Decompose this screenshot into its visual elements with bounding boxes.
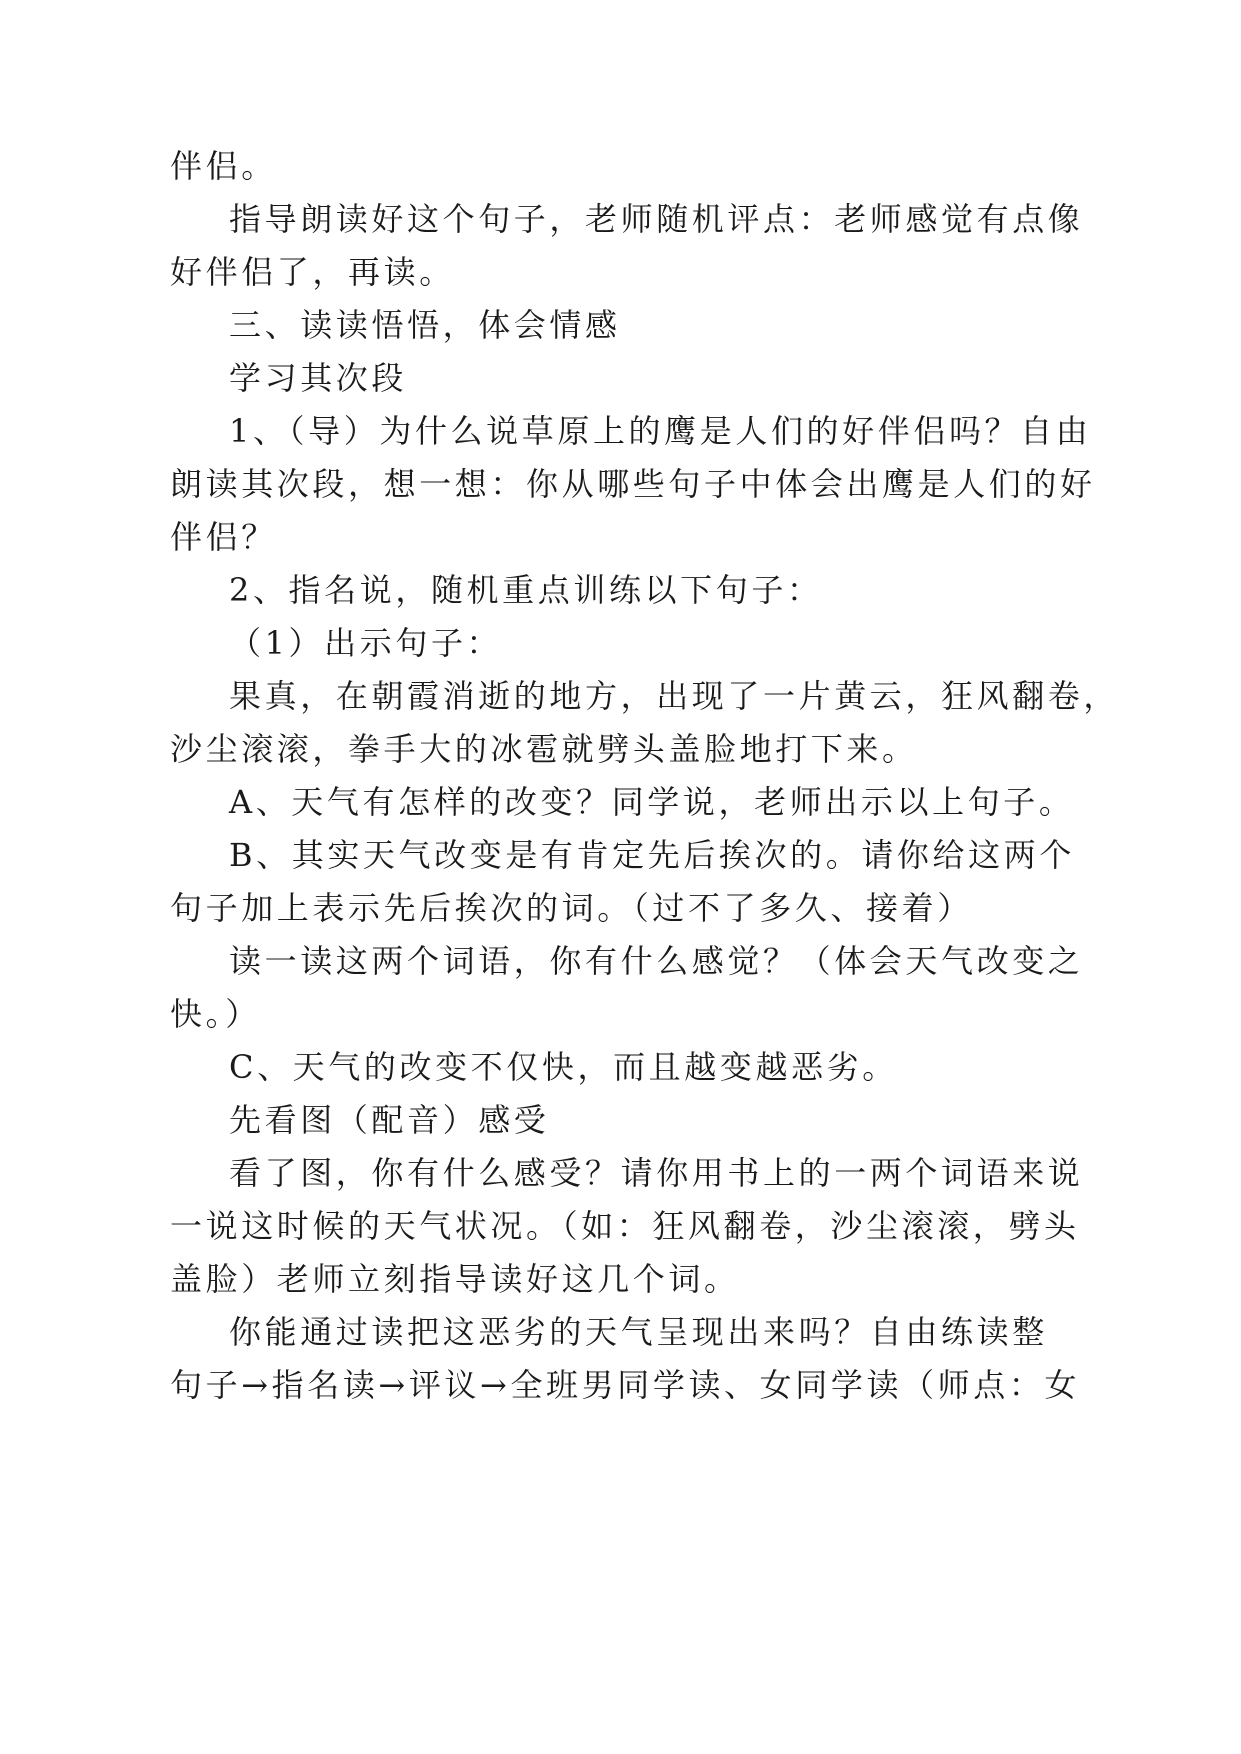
text-line-8: 伴侣？ (170, 518, 277, 556)
text-line-17: 快。） (170, 995, 261, 1033)
text-line-2: 指导朗读好这个句子，老师随机评点：老师感觉有点像 (229, 200, 1084, 238)
text-line-21: 一说这时候的天气状况。（如：狂风翻卷，沙尘滚滚，劈头 (170, 1207, 1080, 1245)
section-heading: 三、读读悟悟，体会情感 (229, 306, 621, 344)
text-line-13: A、天气有怎样的改变？同学说，老师出示以上句子。 (229, 783, 1075, 821)
text-line-7: 朗读其次段，想一想：你从哪些句子中体会出鹰是人们的好 (170, 465, 1096, 503)
subsection-heading: 学习其次段 (229, 359, 408, 397)
text-line-15: 句子加上表示先后挨次的词。（过不了多久、接着） (170, 889, 973, 927)
text-line-16: 读一读这两个词语，你有什么感觉？（体会天气改变之 (229, 942, 1084, 980)
text-line-23: 你能通过读把这恶劣的天气呈现出来吗？自由练读整 (229, 1313, 1048, 1351)
text-line-9: 2、指名说，随机重点训练以下句子： (229, 571, 823, 609)
text-line-18: C、天气的改变不仅快，而且越变越恶劣。 (229, 1048, 898, 1086)
text-line-3: 好伴侣了，再读。 (170, 253, 455, 291)
text-line-19: 先看图（配音）感受 (229, 1101, 550, 1139)
text-line-1: 伴侣。 (170, 147, 277, 185)
text-line-20: 看了图，你有什么感受？请你用书上的一两个词语来说 (229, 1154, 1084, 1192)
text-line-6: 1、（导）为什么说草原上的鹰是人们的好伴侣吗？自由 (229, 412, 1092, 450)
text-line-10: （1）出示句子： (229, 624, 503, 662)
text-line-22: 盖脸）老师立刻指导读好这几个词。 (170, 1260, 740, 1298)
text-line-11: 果真，在朝霞消逝的地方，出现了一片黄云，狂风翻卷， (229, 677, 1120, 715)
text-line-12: 沙尘滚滚，拳手大的冰雹就劈头盖脸地打下来。 (170, 730, 918, 768)
text-line-24: 句子→指名读→评议→全班男同学读、女同学读（师点：女 (170, 1366, 1081, 1404)
text-line-14: B、其实天气改变是有肯定先后挨次的。请你给这两个 (229, 836, 1075, 874)
